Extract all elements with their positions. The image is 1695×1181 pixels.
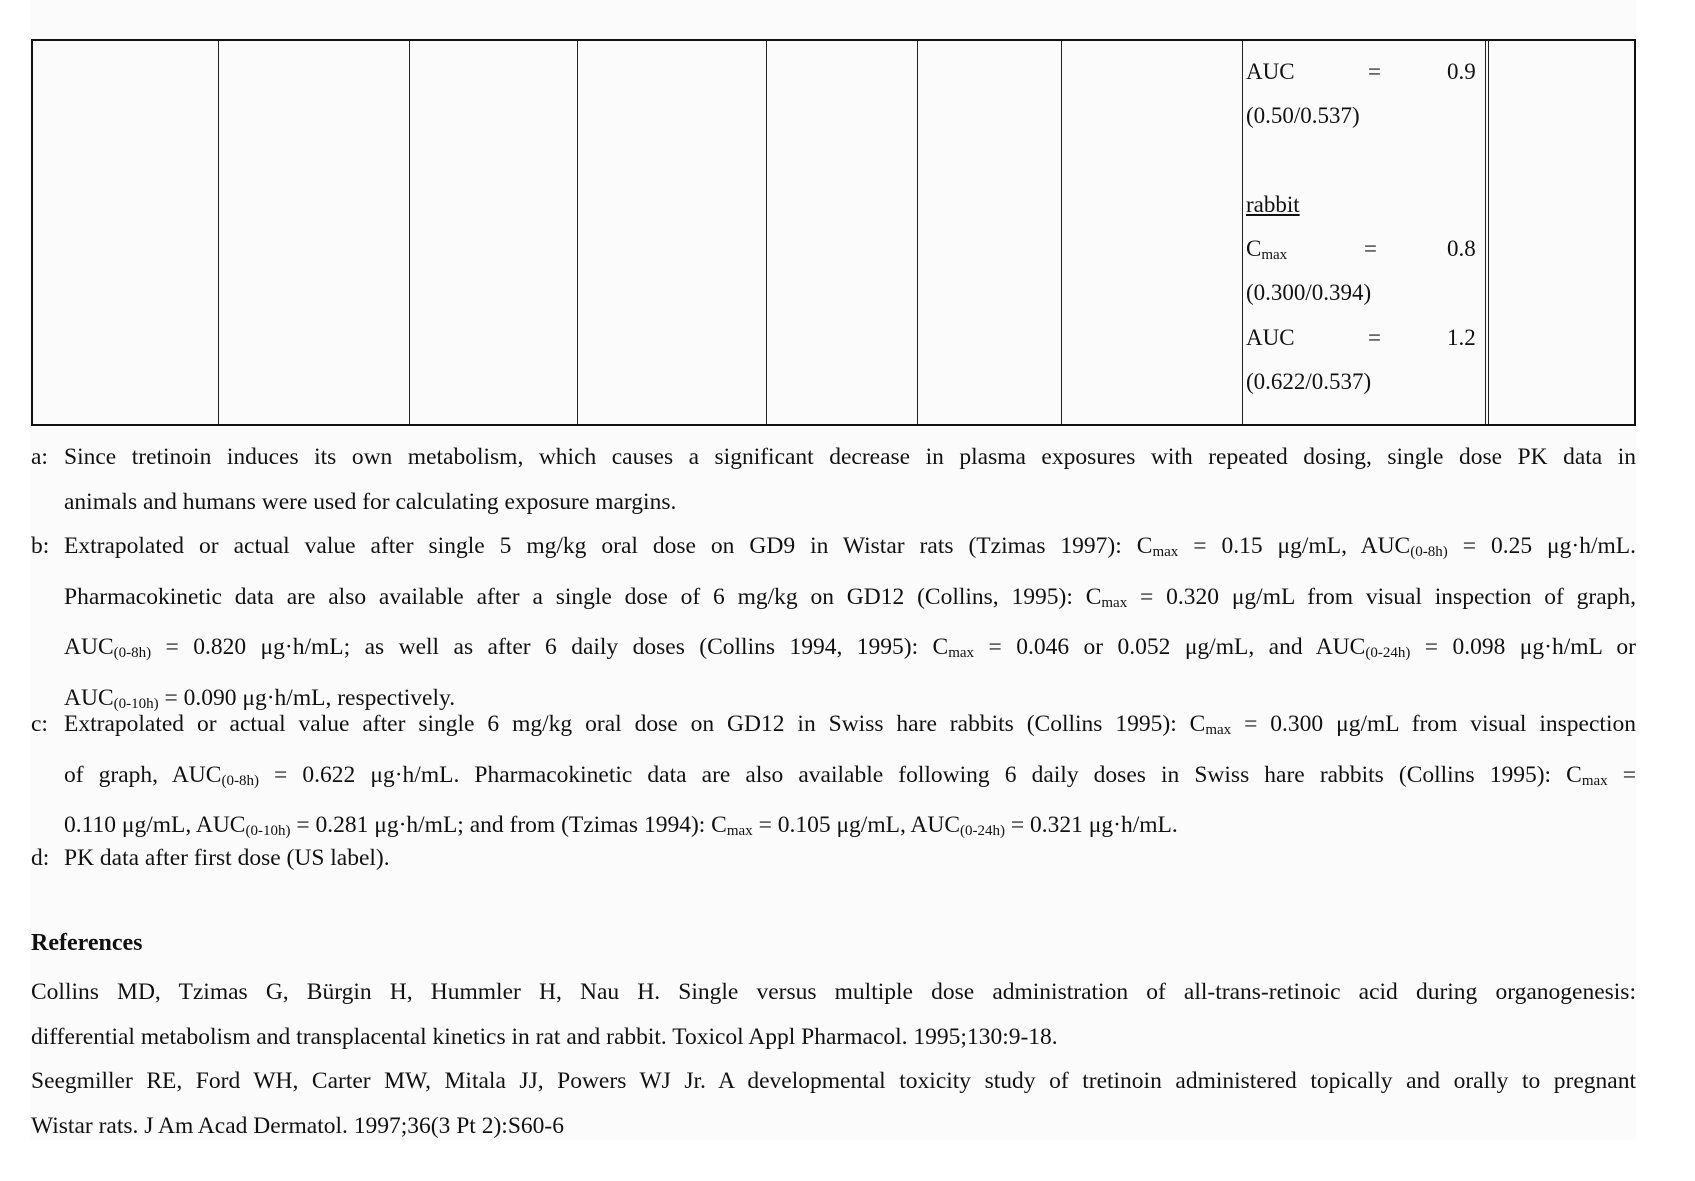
reference-entry-line: Seegmiller RE, Ford WH, Carter MW, Mitala JJ, Powers WJ Jr. A developmental toxicity study of tretinoin administered topically and orally to pregnant [31,1068,1636,1095]
equals-sign: = [1368,325,1381,350]
auc-margin-value: 1.2 [1447,325,1476,350]
column-divider [218,41,219,424]
footnote-label: a: [31,444,48,470]
footnote-text: Pharmacokinetic data are also available after a single dose of 6 mg/kg on GD12 (Collins, 1995): $C_{max} = 0.320$ μg/mL from visual inspection of graph, [64,583,1636,611]
footnote-text: 0.110 μg/mL, $AUC_{(0-10h)} = 0.281$ μg·h/mL; and from (Tzimas 1994): $C_{max} = 0.105$ μg/mL, $AUC_{(0-24h)} = 0.321$ μg·h/mL. [64,812,1178,840]
footnote-text: animals and humans were used for calculating exposure margins. [64,488,677,515]
equals-sign: = [1364,236,1377,261]
auc-label: AUC [1246,325,1295,350]
auc-ratio: (0.50/0.537) [1246,103,1360,128]
references-heading: References [31,930,143,956]
cmax-label: $C_{max}$ [1246,236,1288,263]
references-list [31,970,1636,1148]
footnote-text: Extrapolated or actual value after single 6 mg/kg oral dose on GD12 in Swiss hare rabbits (Collins 1995): $C_{max} = 0.300$ μg/mL from visual inspection [64,711,1636,738]
column-divider [1061,41,1062,424]
footnote-label: b: [31,533,50,559]
reference-entry-line: differential metabolism and transplacental kinetics in rat and rabbit. Toxicol Appl Pharmacol. 1995;130:9-18. [31,1023,1058,1050]
footnote-label: d: [31,845,50,871]
footnote-text: $AUC_{(0-8h)} = 0.820$ μg·h/mL; as well as after 6 daily doses (Collins 1994, 1995): $C_{max} = 0.046$ or 0.052 μg/mL, and $AUC_{(0-24h)} = 0.098$ μg·h/mL or [64,634,1637,662]
footnote-label: c: [31,711,48,737]
footnote-text: Since tretinoin induces its own metabolism, which causes a significant decrease in plasma exposures with repeated dosing, single dose PK data in [64,444,1636,470]
column-divider [1488,41,1489,424]
footnote-c [31,702,1636,854]
footnote-b [31,524,1636,726]
auc-margin-value: 0.9 [1447,59,1476,84]
column-divider [1485,41,1486,424]
reference-entry-line: Wistar rats. J Am Acad Dermatol. 1997;36(3 Pt 2):S60-6 [31,1112,564,1139]
footnote-text: PK data after first dose (US label). [64,845,390,871]
equals-sign: = [1368,59,1381,84]
column-divider [766,41,767,424]
cmax-margin-value: 0.8 [1447,236,1476,261]
cmax-ratio: (0.300/0.394) [1246,280,1372,305]
column-divider [917,41,918,424]
pk-table [31,39,1636,426]
auc-label: AUC [1246,59,1295,84]
species-label: rabbit [1246,192,1300,217]
footnote-d [31,836,1636,881]
column-divider [577,41,578,424]
footnote-text: $AUC_{(0-10h)} = 0.090$ μg·h/mL, respectively. [64,684,456,712]
column-divider [409,41,410,424]
column-divider [1242,41,1243,424]
footnote-text: Extrapolated or actual value after single 5 mg/kg oral dose on GD9 in Wistar rats (Tzimas 1997): $C_{max} = 0.15$ μg/mL, $AUC_{(0-8h)} = 0.25$ μg·h/mL. [64,533,1637,560]
auc-ratio: (0.622/0.537) [1246,369,1372,394]
footnote-text: of graph, $AUC_{(0-8h)} = 0.622$ μg·h/mL. Pharmacokinetic data are also available following 6 daily doses in Swiss hare rabbits (Collins 1995): $C_{max}$ = [64,761,1636,789]
footnote-a [31,435,1636,524]
reference-entry-line: Collins MD, Tzimas G, Bürgin H, Hummler H, Nau H. Single versus multiple dose administration of all-trans-retinoic acid during organogenesis: [31,979,1636,1005]
